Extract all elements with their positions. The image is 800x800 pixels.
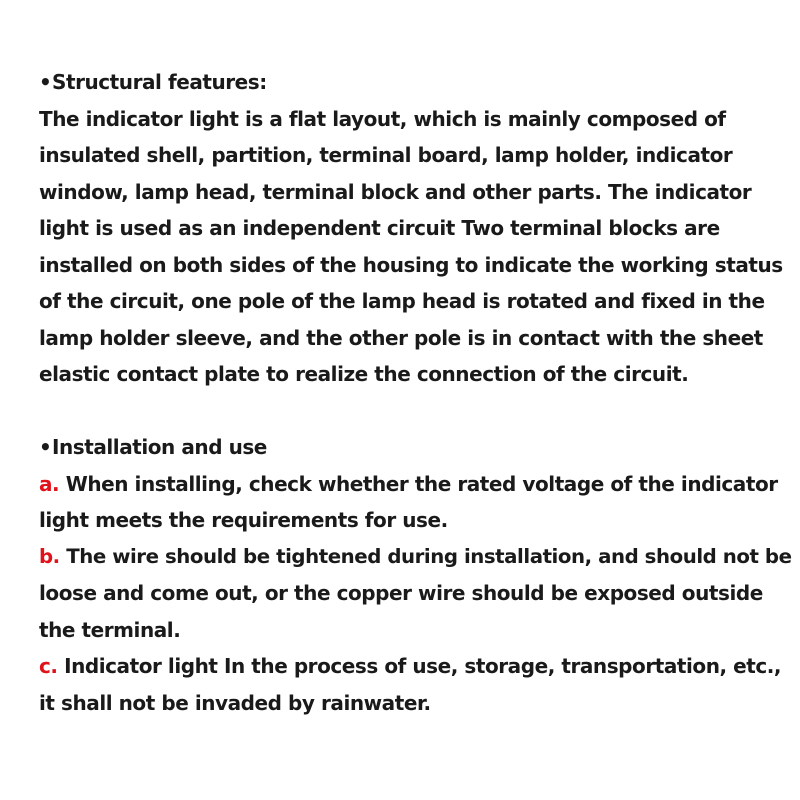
structural-text-line: installed on both sides of the housing to indicate the working status <box>39 252 783 277</box>
structural-text-line: of the circuit, one pole of the lamp head is rotated and fixed in the <box>39 289 765 313</box>
bullet-icon: • <box>39 435 52 459</box>
installation-item-c-continued: it shall not be invaded by rainwater. <box>39 690 431 715</box>
item-marker-a: a. <box>39 471 60 496</box>
installation-item-c <box>39 648 795 685</box>
installation-heading-line <box>39 429 795 466</box>
structural-section <box>39 64 795 393</box>
item-marker-c: c. <box>39 654 58 678</box>
installation-heading: Installation and use <box>52 435 267 459</box>
structural-heading: Structural features: <box>52 70 267 94</box>
section-spacer <box>39 393 795 430</box>
item-c-text: Indicator light In the process of use, storage, transportation, etc., <box>64 654 782 678</box>
installation-section <box>39 429 795 721</box>
installation-item-b <box>39 539 795 576</box>
bullet-icon: • <box>39 70 52 94</box>
installation-item-a <box>39 466 795 503</box>
item-marker-b: b. <box>39 544 60 568</box>
structural-text-line: elastic contact plate to realize the connection of the circuit. <box>39 362 689 386</box>
installation-item-b-continued: loose and come out, or the copper wire should be exposed outside <box>39 581 763 605</box>
structural-text-line: window, lamp head, terminal block and other parts. The indicator <box>39 179 752 204</box>
installation-item-a-continued: light meets the requirements for use. <box>39 508 448 532</box>
structural-text-line: light is used as an independent circuit Two terminal blocks are <box>39 216 720 240</box>
document-body <box>39 64 795 721</box>
item-b-text: The wire should be tightened during installation, and should not be <box>66 544 792 568</box>
installation-item-b-continued: the terminal. <box>39 617 181 642</box>
structural-text-line: lamp holder sleeve, and the other pole is in contact with the sheet <box>39 325 763 350</box>
structural-heading-line <box>39 64 795 101</box>
structural-text-line: insulated shell, partition, terminal board, lamp holder, indicator <box>39 143 733 167</box>
structural-text-line: The indicator light is a flat layout, which is mainly composed of <box>39 106 726 131</box>
item-a-text: When installing, check whether the rated voltage of the indicator <box>65 471 778 496</box>
